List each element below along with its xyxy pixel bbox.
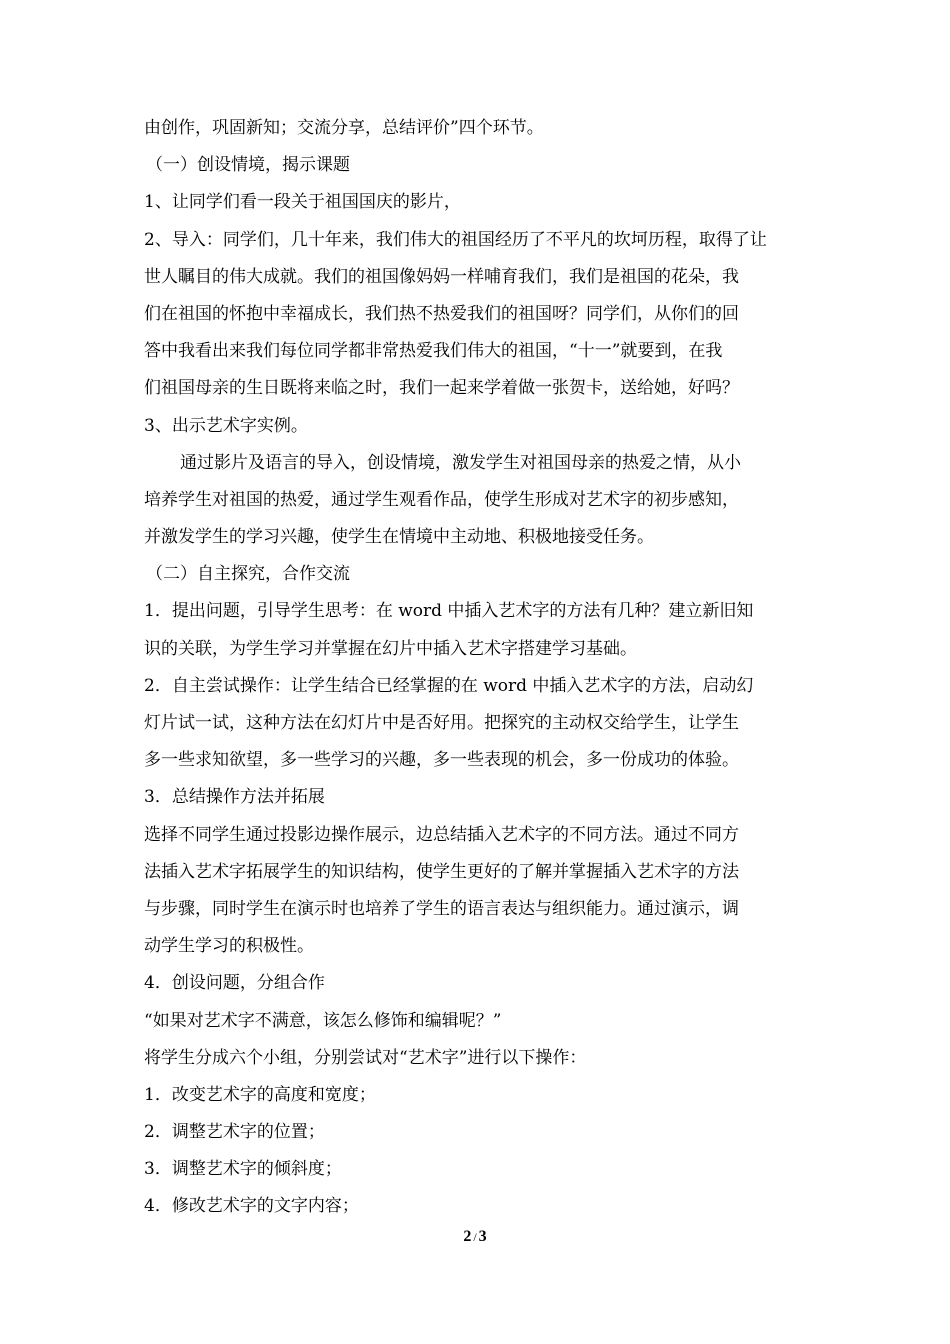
text-line: 答中我看出来我们每位同学都非常热爱我们伟大的祖国，“十一”就要到，在我 [144, 341, 723, 362]
text-line: 2、导入：同学们，几十年来，我们伟大的祖国经历了不平凡的坎坷历程，取得了让 [144, 229, 767, 250]
section-heading: （二）自主探究，合作交流 [146, 564, 350, 585]
text-line: 由创作，巩固新知；交流分享，总结评价”四个环节。 [144, 118, 544, 138]
text-line: 2．自主尝试操作：让学生结合已经掌握的在 word 中插入艺术字的方法，启动幻 [144, 675, 754, 696]
total-pages: 3 [478, 1228, 487, 1245]
list-item: 3．调整艺术字的倾斜度； [144, 1159, 342, 1180]
text-line: 灯片试一试，这种方法在幻灯片中是否好用。把探究的主动权交给学生，让学生 [144, 713, 739, 733]
text-line: 法插入艺术字拓展学生的知识结构，使学生更好的了解并掌握插入艺术字的方法 [144, 861, 739, 882]
text-line: 多一些求知欲望，多一些学习的兴趣，多一些表现的机会，多一份成功的体验。 [144, 750, 739, 771]
list-item: 4．修改艺术字的文字内容； [144, 1196, 359, 1217]
page-number [0, 1228, 950, 1246]
text-line: 1．提出问题，引导学生思考：在 word 中插入艺术字的方法有几种？建立新旧知 [144, 601, 754, 622]
section-heading: （一）创设情境，揭示课题 [146, 155, 350, 176]
text-line: 1、让同学们看一段关于祖国国庆的影片， [144, 192, 461, 213]
text-line: 们在祖国的怀抱中幸福成长，我们热不热爱我们的祖国呀？同学们，从你们的回 [144, 303, 739, 324]
document-body [144, 110, 808, 1226]
text-line: 世人瞩目的伟大成就。我们的祖国像妈妈一样哺育我们，我们是祖国的花朵，我 [144, 266, 739, 287]
text-line: 与步骤，同时学生在演示时也培养了学生的语言表达与组织能力。通过演示，调 [144, 898, 739, 919]
text-line: 通过影片及语言的导入，创设情境，激发学生对祖国母亲的热爱之情，从小 [180, 452, 741, 473]
text-line: 3、出示艺术字实例。 [144, 415, 308, 436]
text-line: 培养学生对祖国的热爱，通过学生观看作品，使学生形成对艺术字的初步感知， [144, 489, 739, 510]
text-line: “如果对艺术字不满意，该怎么修饰和编辑呢？” [144, 1010, 502, 1031]
text-line: 识的关联，为学生学习并掌握在幻片中插入艺术字搭建学习基础。 [144, 638, 637, 659]
text-line: 将学生分成六个小组，分别尝试对“艺术字”进行以下操作： [144, 1047, 587, 1068]
text-line: 并激发学生的学习兴趣，使学生在情境中主动地、积极地接受任务。 [144, 527, 654, 548]
text-line: 3．总结操作方法并拓展 [144, 787, 325, 808]
current-page: 2 [463, 1228, 472, 1245]
list-item: 1．改变艺术字的高度和宽度； [144, 1084, 376, 1105]
page-separator: / [473, 1230, 477, 1244]
list-item: 2．调整艺术字的位置； [144, 1122, 325, 1143]
text-line: 们祖国母亲的生日既将来临之时，我们一起来学着做一张贺卡，送给她，好吗？ [144, 378, 739, 399]
text-line: 选择不同学生通过投影边操作展示，边总结插入艺术字的不同方法。通过不同方 [144, 824, 739, 845]
text-line: 4．创设问题，分组合作 [144, 973, 325, 994]
text-line: 动学生学习的积极性。 [144, 936, 314, 957]
